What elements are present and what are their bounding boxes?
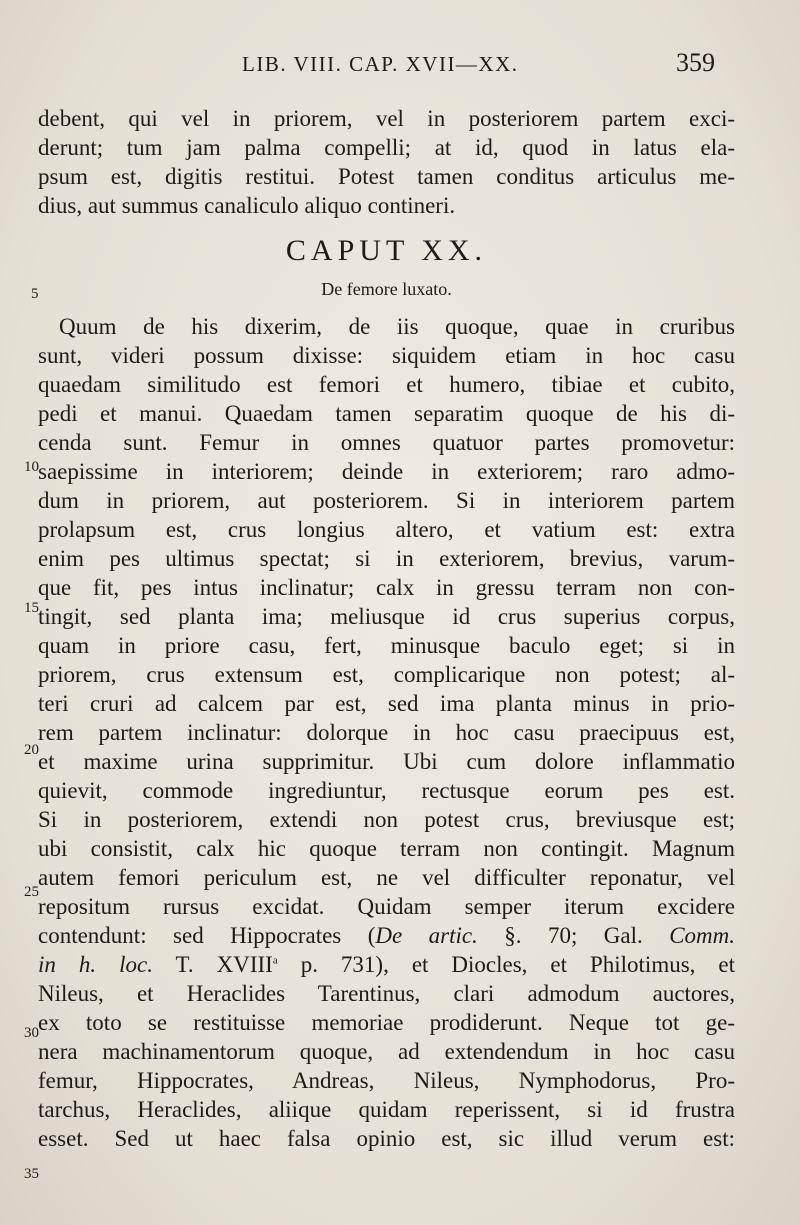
chapter-title: CAPUT XX. bbox=[285, 234, 488, 267]
text-line: pedi et manui. Quaedam tamen separatim quoque de his di- bbox=[38, 401, 735, 426]
text-line: Nileus, et Heraclides Tarentinus, clari admodum auctores, bbox=[38, 981, 735, 1006]
margin-line-number: 35 bbox=[24, 1166, 39, 1182]
text-line: tingit, sed planta ima; meliusque id crus superius corpus, bbox=[38, 604, 735, 629]
citation-line bbox=[38, 921, 735, 950]
text-line: Si in posteriorem, extendi non potest crus, breviusque est; bbox=[38, 807, 735, 832]
citation-line bbox=[38, 950, 735, 979]
margin-line-number: 10 bbox=[24, 459, 39, 475]
citation-text: p. 731), et Diocles, et Philotimus, et bbox=[277, 952, 735, 977]
text-line: priorem, crus extensum est, complicarique non potest; al- bbox=[38, 662, 735, 687]
text-line: quievit, commode ingrediuntur, rectusque eorum pes est. bbox=[38, 778, 735, 803]
margin-line-number: 20 bbox=[24, 742, 39, 758]
text-line: quaedam similitudo est femori et humero, tibiae et cubito, bbox=[38, 372, 735, 397]
text-line: quam in priore casu, fert, minusque baculo eget; si in bbox=[38, 633, 735, 658]
text-line: autem femori periculum est, ne vel difficulter reponatur, vel bbox=[38, 865, 735, 890]
text-line: cenda sunt. Femur in omnes quatuor partes promovetur: bbox=[38, 430, 735, 455]
text-line: que fit, pes intus inclinatur; calx in gressu terram non con- bbox=[38, 575, 735, 600]
text-line: dum in priorem, aut posteriorem. Si in interiorem partem bbox=[38, 488, 735, 513]
text-line: ex toto se restituisse memoriae prodiderunt. Neque tot ge- bbox=[38, 1010, 735, 1035]
citation-work-title: Comm. bbox=[669, 923, 735, 948]
citation-superscript: a bbox=[272, 954, 278, 967]
text-line: esset. Sed ut haec falsa opinio est, sic illud verum est: bbox=[38, 1126, 735, 1151]
text-line: enim pes ultimus spectat; si in exteriorem, brevius, varum- bbox=[38, 546, 735, 571]
citation-locus: in h. loc. bbox=[38, 952, 153, 977]
text-line: saepissime in interiorem; deinde in exteriorem; raro admo- bbox=[38, 459, 735, 484]
citation-text: T. XVIII bbox=[152, 952, 273, 977]
text-line: teri cruri ad calcem par est, sed ima planta minus in prio- bbox=[38, 691, 735, 716]
margin-line-number: 25 bbox=[24, 884, 39, 900]
text-line: tarchus, Heraclides, aliique quidam reperissent, si id frustra bbox=[38, 1097, 735, 1122]
citation-work-title: De artic. bbox=[375, 923, 478, 948]
text-line: debent, qui vel in priorem, vel in posteriorem partem exci- bbox=[38, 106, 735, 131]
text-block bbox=[38, 104, 735, 1153]
text-line: dius, aut summus canaliculo aliquo contineri. bbox=[38, 193, 456, 218]
text-line: prolapsum est, crus longius altero, et vatium est: extra bbox=[38, 517, 735, 542]
running-head: LIB. VIII. CAP. XVII—XX. bbox=[242, 52, 519, 76]
text-line: sunt, videri possum dixisse: siquidem etiam in hoc casu bbox=[38, 343, 735, 368]
margin-line-number: 15 bbox=[24, 600, 39, 616]
margin-line-number: 5 bbox=[31, 286, 39, 302]
text-line: Quum de his dixerim, de iis quoque, quae in cruribus bbox=[59, 314, 735, 339]
page-header bbox=[0, 48, 800, 82]
text-line: rem partem inclinatur: dolorque in hoc casu praecipuus est, bbox=[38, 720, 735, 745]
page-number: 359 bbox=[676, 48, 715, 77]
text-line: femur, Hippocrates, Andreas, Nileus, Nymphodorus, Pro- bbox=[38, 1068, 735, 1093]
text-line: psum est, digitis restitui. Potest tamen conditus articulus me- bbox=[38, 164, 735, 189]
chapter-subtitle: De femore luxato. bbox=[321, 279, 452, 299]
citation-text: contendunt: sed Hippocrates ( bbox=[38, 923, 376, 948]
text-line: repositum rursus excidat. Quidam semper iterum excidere bbox=[38, 894, 735, 919]
citation-text: §. 70; Gal. bbox=[477, 923, 670, 948]
chapter-heading bbox=[38, 220, 735, 312]
text-line: derunt; tum jam palma compelli; at id, quod in latus ela- bbox=[38, 135, 735, 160]
text-line: et maxime urina supprimitur. Ubi cum dolore inflammatio bbox=[38, 749, 735, 774]
text-line: ubi consistit, calx hic quoque terram non contingit. Magnum bbox=[38, 836, 735, 861]
margin-line-number: 30 bbox=[24, 1025, 39, 1041]
text-line: nera machinamentorum quoque, ad extendendum in hoc casu bbox=[38, 1039, 735, 1064]
